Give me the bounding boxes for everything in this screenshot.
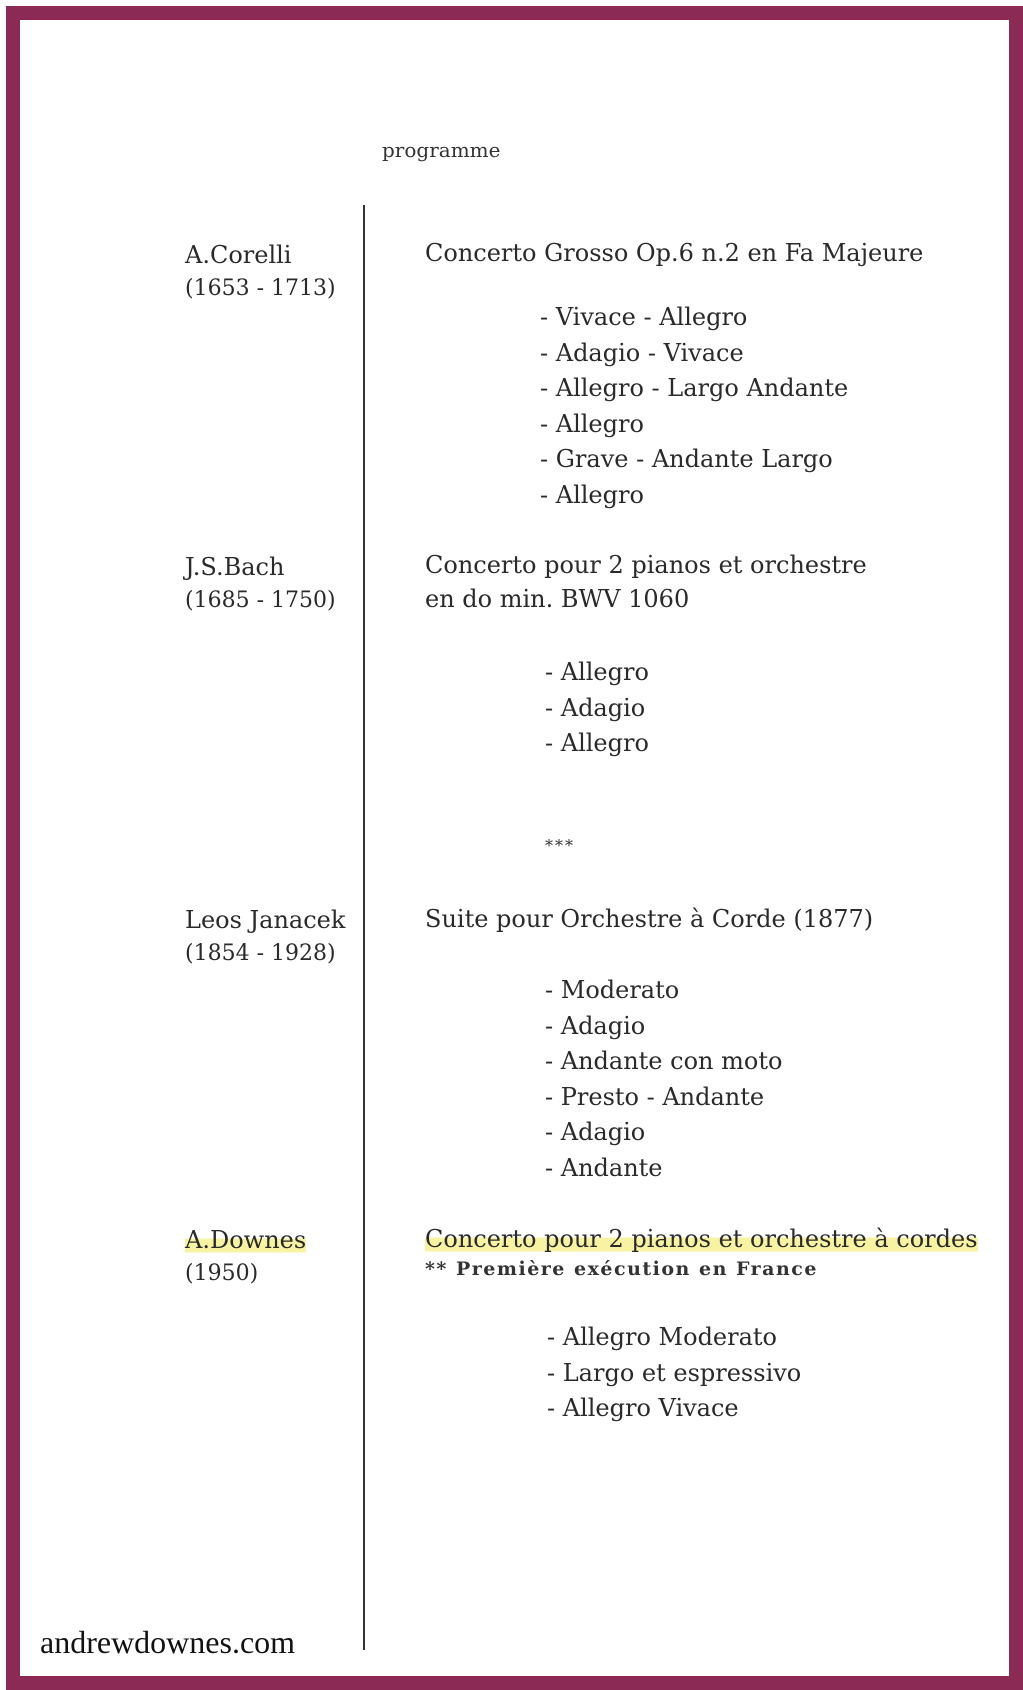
work-title: Concerto Grosso Op.6 n.2 en Fa Majeure (425, 239, 924, 267)
movements-janacek (545, 973, 782, 1186)
composer-dates: (1854 - 1928) (185, 941, 336, 966)
work-title: Suite pour Orchestre à Corde (1877) (425, 905, 874, 933)
work-bach (425, 548, 867, 616)
movement: - Allegro (545, 658, 649, 686)
composer-name: Leos Janacek (185, 906, 346, 934)
programme-heading: programme (382, 138, 501, 162)
composer-bach (185, 550, 336, 618)
work-janacek (425, 902, 873, 936)
movement: - Moderato (545, 976, 680, 1004)
movement: - Adagio - Vivace (540, 338, 744, 367)
work-downes (425, 1222, 978, 1256)
composer-downes (185, 1223, 306, 1291)
composer-name: J.S.Bach (185, 553, 285, 581)
movement: - Allegro (540, 409, 644, 438)
movement: - Adagio (545, 1118, 646, 1146)
composer-janacek (185, 903, 345, 971)
work-title-line: Concerto pour 2 pianos et orchestre (425, 551, 867, 579)
movement: - Allegro (545, 729, 649, 757)
movement: - Presto - Andante (545, 1082, 765, 1111)
movements-bach (545, 655, 649, 762)
work-title-line: en do min. BWV 1060 (425, 585, 690, 613)
programme-page (20, 20, 1009, 1676)
premiere-note: ** Première exécution en France (425, 1258, 818, 1280)
work-corelli (425, 236, 923, 270)
composer-dates: (1685 - 1750) (185, 588, 336, 613)
work-title: Concerto pour 2 pianos et orchestre à cordes (425, 1225, 978, 1253)
movement: - Allegro - Largo Andante (540, 374, 849, 402)
movement: - Andante con moto (545, 1047, 783, 1075)
movement: - Grave - Andante Largo (540, 445, 833, 473)
intermission-marker: *** (545, 836, 575, 855)
composer-dates: (1950) (185, 1261, 259, 1286)
website-url: andrewdownes.com (40, 1624, 296, 1660)
movement: - Andante (545, 1153, 663, 1182)
movement: - Allegro Moderato (547, 1323, 778, 1351)
composer-name: A.Downes (185, 1226, 307, 1254)
movement: - Adagio (545, 693, 646, 722)
composer-dates: (1653 - 1713) (185, 276, 336, 301)
movements-downes (547, 1320, 801, 1427)
composer-corelli (185, 238, 336, 306)
composer-name: A.Corelli (185, 241, 292, 269)
movement: - Vivace - Allegro (540, 303, 748, 331)
vertical-divider (363, 205, 365, 1650)
movement: - Allegro Vivace (547, 1394, 739, 1422)
movement: - Largo et espressivo (547, 1358, 802, 1387)
movement: - Allegro (540, 480, 644, 509)
movements-corelli (540, 300, 848, 513)
movement: - Adagio (545, 1011, 646, 1040)
